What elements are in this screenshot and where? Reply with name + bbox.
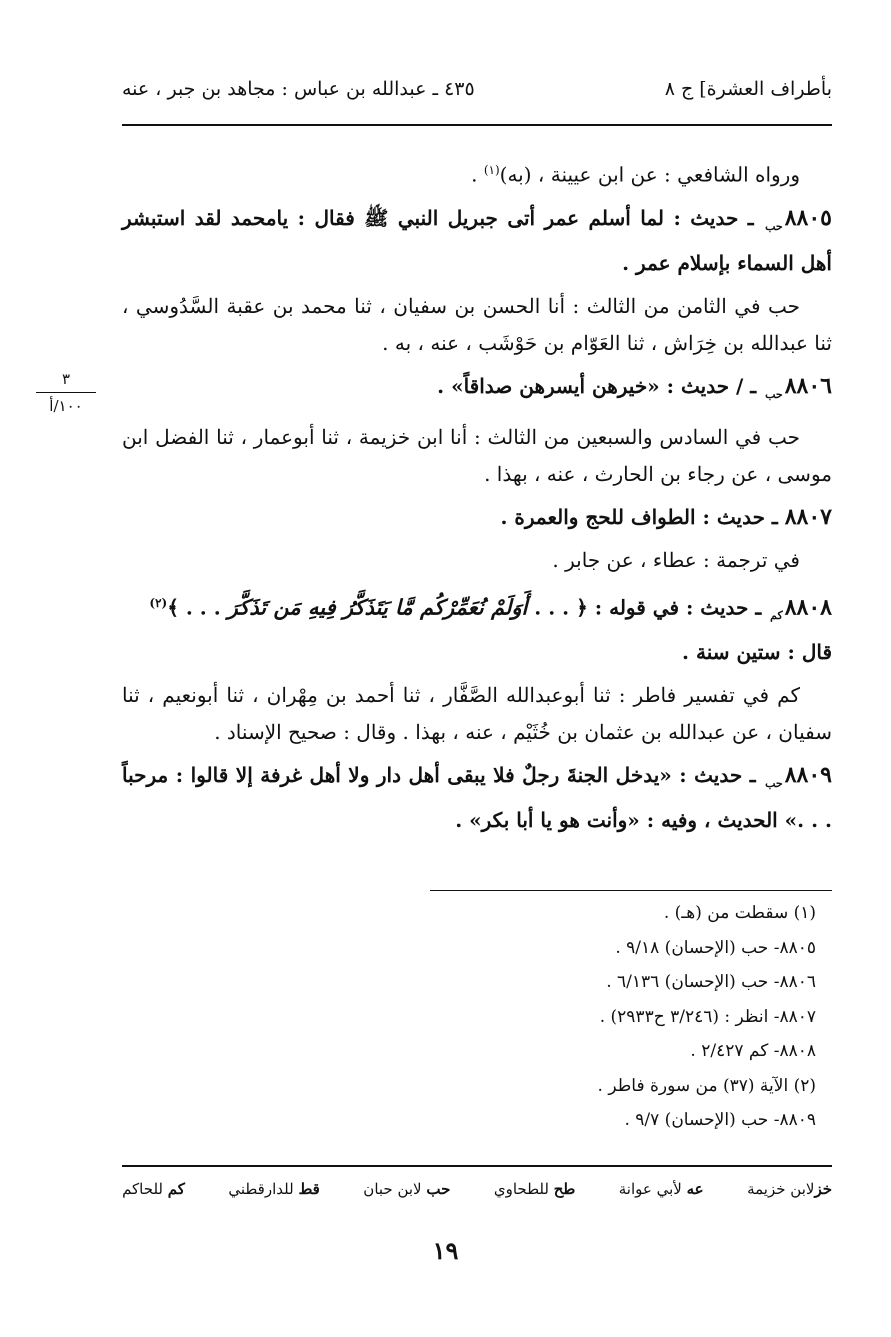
margin-note-divider: [36, 392, 96, 393]
hadith-number: ٨٨٠٧: [784, 503, 832, 530]
hadith-text: «خيرهن أيسرهن صداقاً» .: [437, 373, 660, 398]
hadith-8806: $٨٨٠٦_{حب}$ ـ / حديث : «خيرهن أيسرهن صداقاً» .: [437, 372, 832, 401]
abbreviation-legend: [122, 1180, 832, 1198]
header-rule: [122, 124, 832, 126]
footnote-marker-2: (٢): [149, 595, 168, 610]
quran-verse: أَوَلَمْ نُعَمِّرْكُم مَّا يَتَذَكَّرُ فِيهِ مَن تَذَكَّرَ: [227, 594, 528, 620]
isnad-8806: حب في السادس والسبعين من الثالث : أنا ابن خزيمة ، ثنا أبوعمار ، ثنا الفضل ابن موسى ، عن رجاء بن الحارث ، عنه ، بهذا .: [122, 424, 832, 486]
hadith-number: ٨٨٠٨: [784, 594, 832, 621]
hadith-number: ٨٨٠٩: [784, 762, 832, 789]
isnad-8807: في ترجمة : عطاء ، عن جابر .: [552, 547, 800, 572]
hadith-text: «يدخل الجنةَ رجلٌ فلا يبقى أهل دار ولا أهل غرفة إلا قالوا : مرحباً . . .» الحديث ، وفيه : «وأنت هو يا أبا بكر» .: [122, 763, 832, 833]
footnote-item: ٨٨٠٨- كم ٢/٤٢٧ .: [690, 1041, 816, 1061]
hadith-text: الطواف للحج والعمرة .: [500, 504, 696, 529]
footnotes: [396, 896, 816, 1138]
header-section-title: ٤٣٥ ـ عبدالله بن عباس : مجاهد بن جبر ، عنه: [122, 78, 475, 100]
header-book-title: بأطراف العشرة] ج ٨: [664, 78, 832, 100]
hadith-number: ٨٨٠٥: [784, 204, 832, 231]
hadith-8807: ٨٨٠٧ ـ حديث : الطواف للحج والعمرة .: [500, 503, 832, 530]
footnote-item: ٨٨٠٧- انظر : (٣/٢٤٦ ح٢٩٣٣) .: [599, 1006, 816, 1027]
margin-folio-note: [32, 368, 100, 417]
isnad-8808: كم في تفسير فاطر : ثنا أبوعبدالله الصَّفَّار ، ثنا أحمد بن مِهْران ، ثنا أبونعيم ، ثنا سفيان ، عن عبدالله بن عثمان بن خُثَيْم ، عنه ، بهذا . وقال : صحيح الإسناد .: [122, 683, 832, 745]
margin-note-bottom: ١٠٠/أ: [49, 397, 83, 415]
page-number: ١٩: [432, 1236, 459, 1265]
legend-item: طح للطحاوي: [493, 1180, 576, 1198]
running-header: [122, 70, 832, 114]
paragraph-shafii: ورواه الشافعي : عن ابن عيينة ، (به)$^{(١)}$ .: [471, 162, 800, 187]
hadith-8805: $٨٨٠٥_{حب}$ ـ حديث : لما أسلم عمر أتى جبريل النبي ﷺ فقال : يامحمد لقد استبشر أهل السماء بإسلام عمر .: [122, 204, 832, 275]
hadith-8809: $٨٨٠٩_{حب}$ ـ حديث : «يدخل الجنةَ رجلٌ فلا يبقى أهل دار ولا أهل غرفة إلا قالوا : مرحباً . . .» الحديث ، وفيه : «وأنت هو يا أبا بكر» .: [122, 762, 832, 833]
source-tag: كم: [770, 609, 783, 623]
hadith-8808: $٨٨٠٨_{كم}$ ـ حديث : في قوله : ﴿ . . . أَوَلَمْ نُعَمِّرْكُم مَّا يَتَذَكَّرُ فِيهِ مَن تَذَكَّرَ . . . ﴾$^{(٢)}$ قال : ستين سنة .: [149, 594, 832, 665]
footnote-separator: [430, 890, 832, 891]
footnote-item: ٨٨٠٥- حب (الإحسان) ٩/١٨ .: [615, 937, 816, 958]
main-text: [122, 152, 832, 845]
legend-item: قط للدارقطني: [228, 1180, 320, 1198]
hadith-number: ٨٨٠٦: [784, 372, 832, 399]
hadith-text: لما أسلم عمر أتى جبريل النبي ﷺ فقال : يامحمد لقد استبشر أهل السماء بإسلام عمر .: [122, 205, 832, 275]
legend-item: خزلابن خزيمة: [747, 1180, 832, 1198]
isnad-8805: حب في الثامن من الثالث : أنا الحسن بن سفيان ، ثنا محمد بن عقبة السَّدُوسي ، ثنا عبدالله بن خِرَاش ، ثنا العَوّام بن حَوْشَب ، عنه ، به .: [122, 293, 832, 355]
margin-note-top: ٣: [61, 370, 71, 388]
legend-item: عه لأبي عوانة: [618, 1180, 704, 1198]
source-tag: حب: [765, 387, 783, 401]
source-tag: حب: [765, 777, 783, 791]
footnote-marker-1: (١): [483, 163, 500, 177]
footnote-item: ٨٨٠٩- حب (الإحسان) ٩/٧ .: [624, 1110, 816, 1130]
footnote-item: (٢) الآية (٣٧) من سورة فاطر .: [597, 1075, 816, 1096]
legend-item: كم للحاكم: [122, 1180, 185, 1198]
legend-rule: [122, 1165, 832, 1167]
footnote-item: ٨٨٠٦- حب (الإحسان) ٦/١٣٦ .: [606, 972, 816, 992]
hadith-text: قال : ستين سنة .: [682, 640, 832, 665]
footnote-item: (١) سقطت من (هـ) .: [663, 903, 816, 923]
source-tag: حب: [765, 219, 783, 233]
legend-item: حب لابن حبان: [363, 1180, 451, 1198]
